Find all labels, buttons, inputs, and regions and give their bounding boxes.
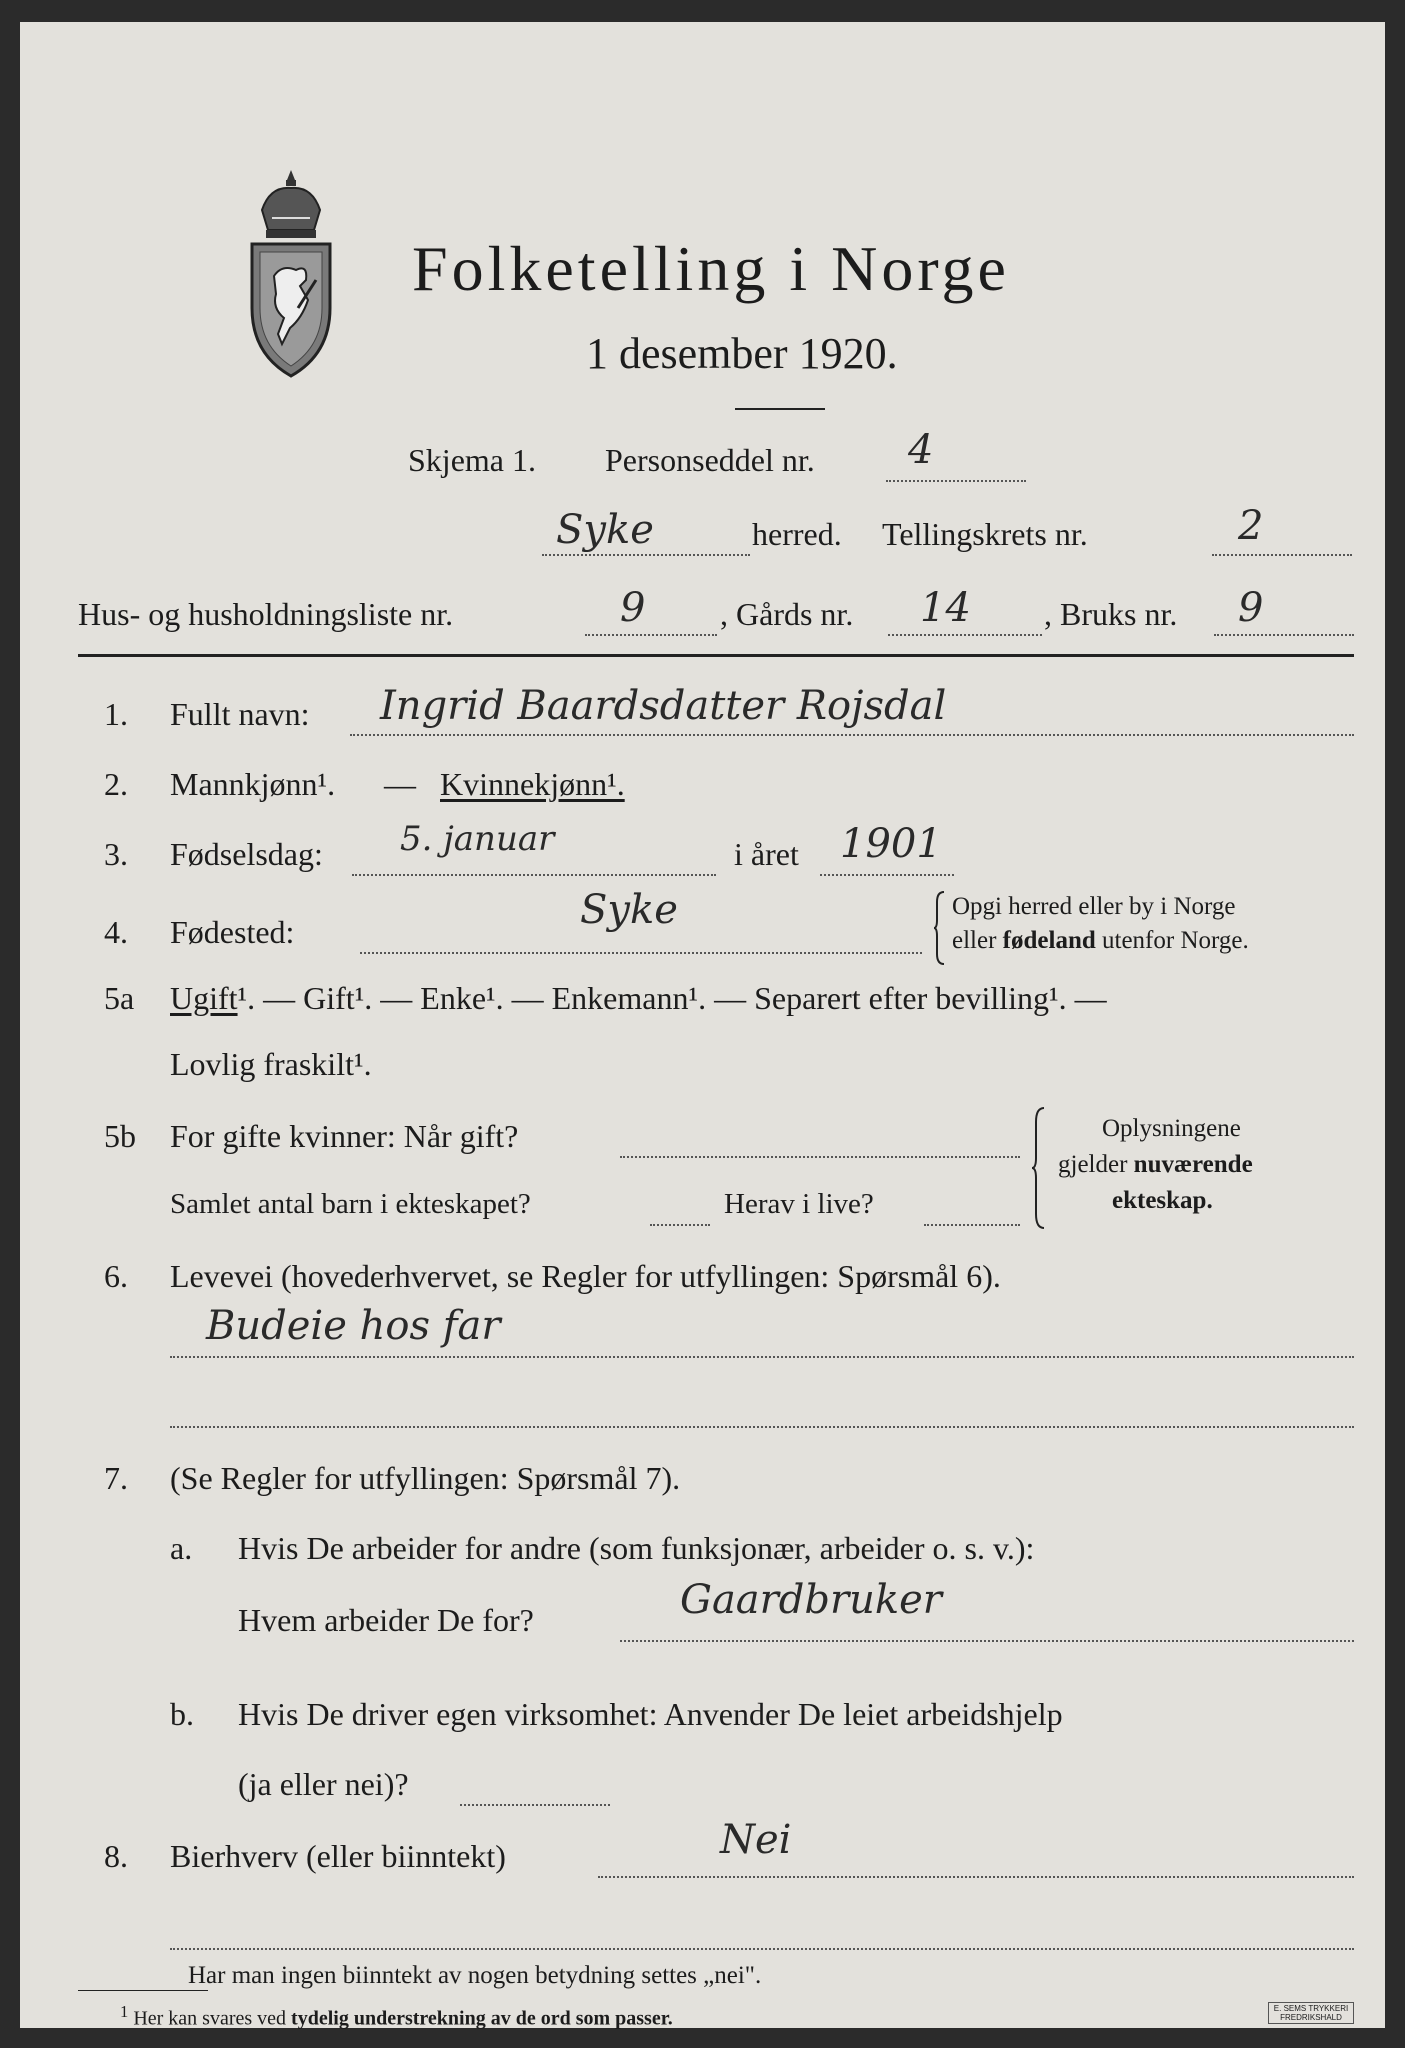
gards-value: 14: [920, 585, 971, 631]
q5a-rest: ¹. — Gift¹. — Enke¹. — Enkemann¹. — Separert efter bevilling¹. —: [237, 980, 1107, 1016]
bruks-label: , Bruks nr.: [1044, 596, 1178, 632]
q3-year-label: i året: [734, 836, 799, 872]
footnote-divider: [78, 1990, 208, 1991]
q7-number: 7.: [104, 1460, 128, 1496]
q7-label: (Se Regler for utfyllingen: Spørsmål 7).: [170, 1460, 681, 1496]
q6-value: Budeie hos far: [206, 1303, 501, 1349]
q5a-line2: Lovlig fraskilt¹.: [170, 1046, 372, 1082]
q6-line-1: [170, 1356, 1354, 1358]
q4-note-2-bold: fødeland: [1002, 927, 1096, 954]
q5b-note-2-pre: gjelder: [1058, 1151, 1128, 1178]
q1-label: Fullt navn:: [170, 696, 310, 732]
q3-label: Fødselsdag:: [170, 836, 323, 872]
q5b-live-line: [924, 1224, 1020, 1226]
q6-number: 6.: [104, 1258, 128, 1294]
q2-number: 2.: [104, 766, 128, 802]
census-form-page: [20, 22, 1385, 2028]
page-title: Folketelling i Norge: [412, 233, 1010, 304]
q7b-line: [460, 1804, 610, 1806]
q7b-line1: Hvis De driver egen virksomhet: Anvender De leiet arbeidshjelp: [238, 1696, 1063, 1732]
q5b-note-2: [1058, 1148, 1253, 1182]
title-divider: [735, 408, 825, 410]
q5b-barn-line: [650, 1224, 710, 1226]
q7b-line2: (ja eller nei)?: [238, 1766, 409, 1802]
gards-label: , Gårds nr.: [720, 596, 854, 632]
printer-stamp: [1268, 2002, 1354, 2024]
q1-number: 1.: [104, 696, 128, 732]
q4-note-2: [952, 924, 1249, 958]
herred-label: herred.: [752, 516, 842, 552]
q5b-note-3: ekteskap.: [1112, 1187, 1213, 1214]
q2-male: Mannkjønn¹.: [170, 766, 336, 802]
q4-note-2-post: utenfor Norge.: [1102, 927, 1249, 954]
nei-note: Har man ingen biinntekt av nogen betydning settes „nei".: [188, 1962, 762, 1989]
q3-value: 5. januar: [400, 819, 555, 859]
q2-female: Kvinnekjønn¹.: [440, 766, 625, 802]
q6-line-2: [170, 1426, 1354, 1428]
q4-number: 4.: [104, 914, 128, 950]
q4-brace-icon: [934, 890, 946, 966]
printer-stamp-line-2: FREDRIKSHALD: [1280, 2013, 1342, 2022]
hus-value: 9: [620, 585, 646, 631]
hus-line: [585, 634, 717, 636]
footnote-pre: Her kan svares ved: [133, 2007, 287, 2030]
q7a-value: Gaardbruker: [680, 1577, 942, 1623]
q2-dash: —: [384, 766, 416, 802]
q7b-letter: b.: [170, 1696, 194, 1732]
herred-value: Syke: [556, 507, 654, 553]
q8-value: Nei: [720, 1817, 792, 1863]
q8-line: [598, 1876, 1354, 1878]
q5b-line2a: Samlet antal barn i ekteskapet?: [170, 1188, 531, 1220]
q5b-note-2-bold: nuværende: [1133, 1151, 1253, 1178]
personseddel-value: 4: [908, 427, 934, 473]
q5b-line2b: Herav i live?: [724, 1188, 874, 1220]
q5b-gift-line: [620, 1156, 1020, 1158]
q5b-line1: For gifte kvinner: Når gift?: [170, 1118, 519, 1154]
tellingskrets-line: [1212, 554, 1352, 556]
q7a-line: [620, 1640, 1354, 1642]
q3-year-value: 1901: [840, 821, 942, 867]
q4-line: [360, 952, 922, 954]
header-divider: [78, 654, 1354, 657]
gards-line: [888, 634, 1042, 636]
q4-value: Syke: [580, 887, 678, 933]
q5a-options: [170, 980, 1107, 1017]
bruks-value: 9: [1238, 585, 1264, 631]
q3-line: [352, 874, 716, 876]
q1-line: [350, 734, 1354, 736]
q1-value: Ingrid Baardsdatter Rojsdal: [380, 683, 947, 729]
footnote-mark: 1: [120, 2002, 129, 2021]
q5b-brace-icon: [1032, 1106, 1046, 1230]
personseddel-line: [886, 480, 1026, 482]
tellingskrets-label: Tellingskrets nr.: [882, 516, 1088, 552]
hus-label: Hus- og husholdningsliste nr.: [78, 596, 454, 632]
q5b-note-1: Oplysningene: [1102, 1115, 1241, 1142]
q4-label: Fødested:: [170, 914, 295, 950]
q8-number: 8.: [104, 1838, 128, 1874]
skjema-label: Skjema 1.: [408, 442, 536, 478]
q3-number: 3.: [104, 836, 128, 872]
q4-note-2-pre: eller: [952, 927, 997, 954]
q5a-ugift: Ugift: [170, 980, 238, 1016]
herred-line: [542, 554, 750, 556]
q5a-number: 5a: [104, 980, 135, 1016]
bruks-line: [1214, 634, 1354, 636]
q3-year-line: [820, 874, 954, 876]
footnote-bold: tydelig understrekning av de ord som passer.: [291, 2007, 673, 2030]
q7a-letter: a.: [170, 1530, 193, 1566]
q6-label: Levevei (hovederhvervet, se Regler for utfyllingen: Spørsmål 6).: [170, 1258, 1001, 1294]
q5b-number: 5b: [104, 1118, 136, 1154]
norwegian-coat-of-arms-icon: [242, 168, 340, 380]
q7a-line2: Hvem arbeider De for?: [238, 1602, 534, 1638]
census-date: 1 desember 1920.: [586, 329, 898, 378]
q7a-line1: Hvis De arbeider for andre (som funksjonær, arbeider o. s. v.):: [238, 1530, 1035, 1566]
tellingskrets-value: 2: [1238, 503, 1264, 549]
personseddel-label: Personseddel nr.: [605, 442, 815, 478]
q8-label: Bierhverv (eller biinntekt): [170, 1838, 506, 1874]
q8-line-2: [170, 1948, 1354, 1950]
printer-stamp-line-1: E. SEMS TRYKKERI: [1273, 2004, 1349, 2013]
q4-note-1: Opgi herred eller by i Norge: [952, 893, 1236, 920]
footnote: [120, 2002, 673, 2031]
